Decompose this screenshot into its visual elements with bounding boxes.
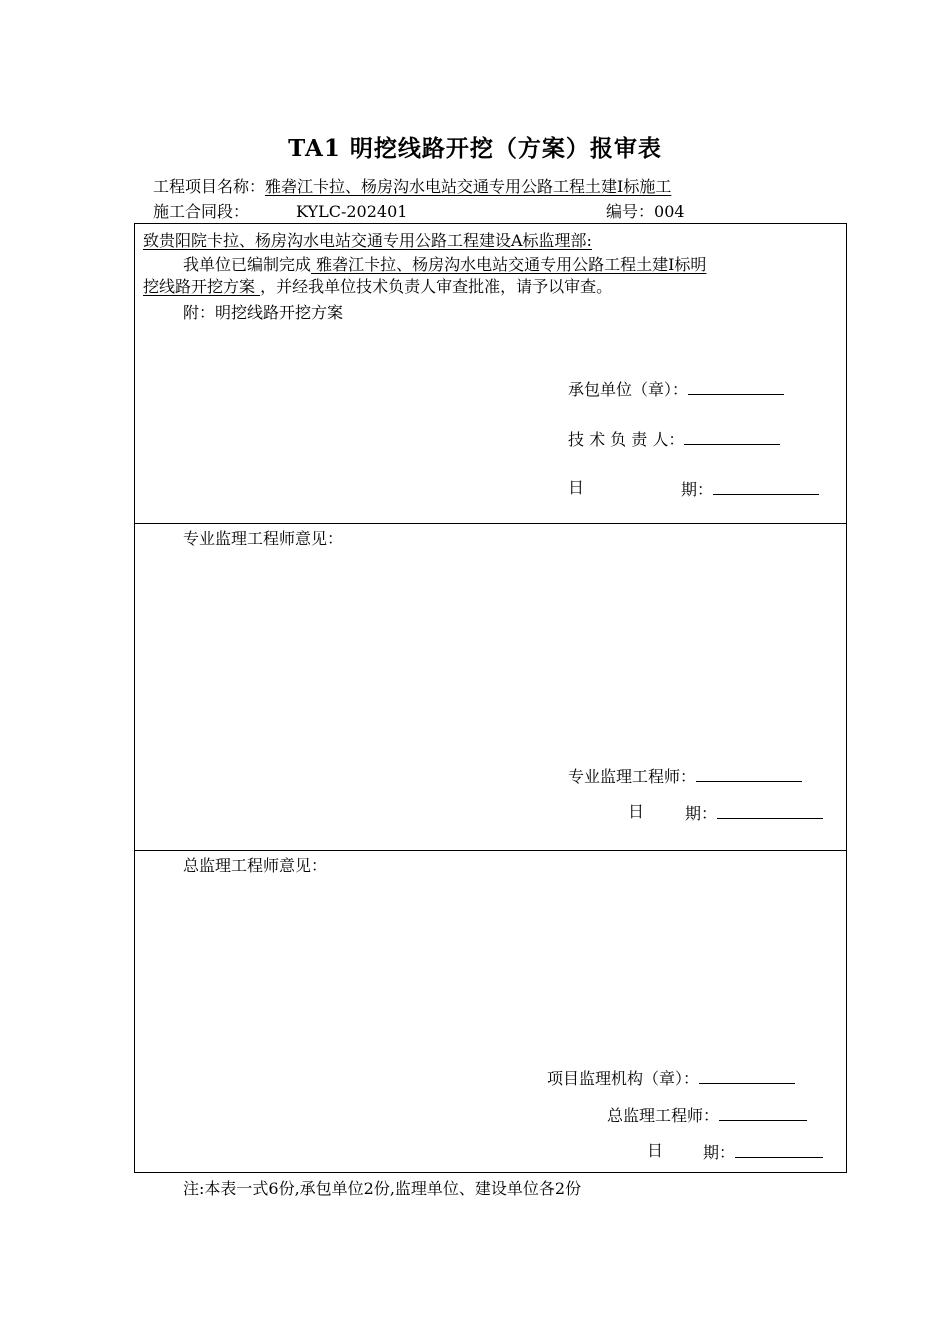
submission-plan-name-cont: 挖线路开挖方案 — [143, 277, 261, 296]
tech-lead-label: 技 术 负 责 人： — [568, 430, 685, 449]
number-value: 004 — [654, 202, 685, 221]
submission-line-1 — [183, 257, 706, 273]
specialist-opinion-title: 专业监理工程师意见： — [183, 529, 344, 548]
specialist-date-row — [685, 804, 823, 822]
date-label-left: 日 — [568, 478, 585, 497]
supervision-org-row — [547, 1069, 795, 1087]
date-label-right: 期： — [681, 480, 714, 499]
date-blank — [713, 480, 819, 495]
specialist-date-blank — [717, 804, 823, 819]
attachment-text: 附：明挖线路开挖方案 — [183, 303, 344, 322]
tech-lead-blank — [684, 430, 780, 445]
review-form-table — [134, 223, 847, 1173]
submission-suffix: ，并经我单位技术负责人审查批准，请予以审查。 — [260, 277, 613, 296]
row-divider — [135, 523, 846, 524]
supervision-org-blank — [699, 1069, 795, 1084]
page-title: TA1 明挖线路开挖（方案）报审表 — [288, 135, 662, 162]
contractor-seal-blank — [688, 380, 784, 395]
number-row — [606, 204, 685, 220]
specialist-engineer-blank — [696, 767, 802, 782]
project-name-row — [153, 179, 671, 195]
specialist-date-label-left: 日 — [628, 802, 645, 821]
submission-plan-name: 雅砻江卡拉、杨房沟水电站交通专用公路工程土建I标明 — [311, 255, 707, 274]
submission-line-2 — [143, 279, 612, 295]
chief-opinion-title: 总监理工程师意见： — [183, 856, 328, 875]
contractor-seal-label: 承包单位（章）： — [568, 380, 689, 399]
chief-engineer-blank — [719, 1106, 807, 1121]
contractor-seal-row — [568, 380, 784, 398]
chief-date-label-left: 日 — [647, 1141, 664, 1160]
contract-value: KYLC-202401 — [296, 202, 408, 221]
project-name-value: 雅砻江卡拉、杨房沟水电站交通专用公路工程土建I标施工 — [265, 177, 672, 196]
specialist-date-label-right: 期： — [685, 804, 718, 823]
submission-prefix: 我单位已编制完成 — [183, 255, 312, 274]
specialist-engineer-row — [568, 767, 802, 785]
chief-date-label-right: 期： — [703, 1143, 736, 1162]
chief-date-row — [703, 1143, 823, 1161]
chief-date-blank — [735, 1143, 823, 1158]
project-name-label: 工程项目名称： — [153, 177, 266, 196]
chief-engineer-row — [607, 1106, 807, 1124]
footnote: 注:本表一式6份,承包单位2份,监理单位、建设单位各2份 — [183, 1179, 582, 1198]
specialist-engineer-label: 专业监理工程师： — [568, 767, 697, 786]
number-label: 编号： — [606, 202, 655, 221]
date-row — [681, 480, 819, 498]
row-divider — [135, 850, 846, 851]
tech-lead-row — [568, 430, 780, 448]
chief-engineer-label: 总监理工程师： — [607, 1106, 720, 1125]
addressee-text: 致贵阳院卡拉、杨房沟水电站交通专用公路工程建设A标监理部: — [143, 231, 592, 250]
contract-label: 施工合同段： — [153, 202, 250, 221]
supervision-org-label: 项目监理机构（章）： — [547, 1069, 700, 1088]
addressee — [143, 233, 592, 249]
